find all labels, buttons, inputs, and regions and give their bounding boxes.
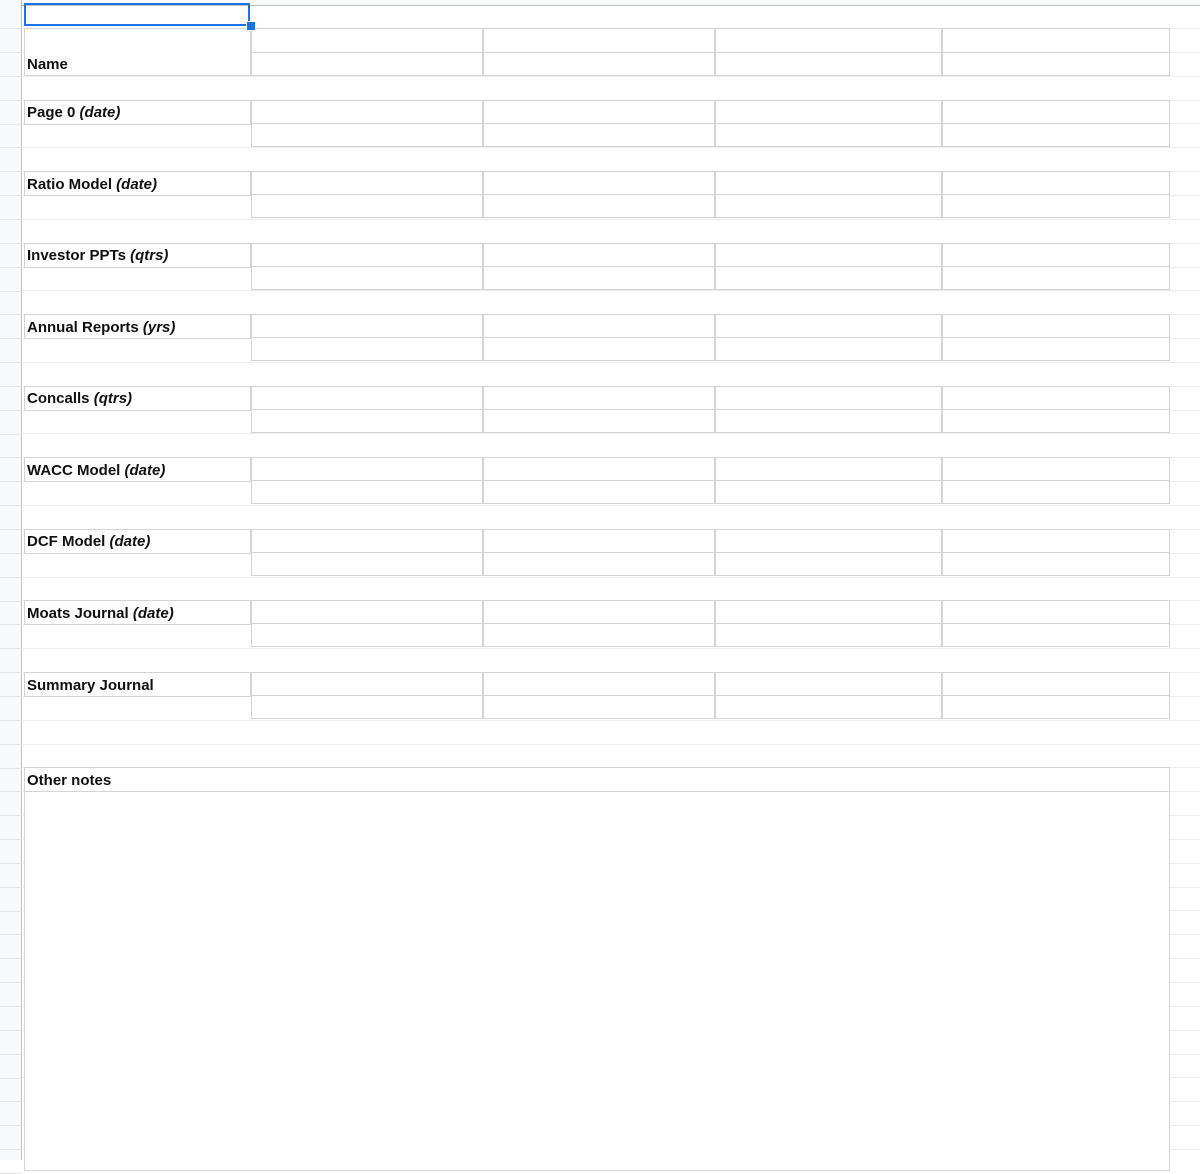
row-number[interactable] [0, 840, 22, 864]
row-number[interactable] [0, 339, 22, 363]
header-cell[interactable] [942, 28, 1170, 53]
row-number[interactable] [0, 888, 22, 912]
input-cell[interactable] [251, 171, 483, 195]
input-cell[interactable] [715, 600, 942, 624]
row-number[interactable] [0, 411, 22, 435]
input-cell[interactable] [483, 623, 715, 647]
row-number[interactable] [0, 816, 22, 840]
row-gridline [22, 505, 1200, 506]
input-cell[interactable] [251, 480, 483, 504]
input-cell[interactable] [483, 52, 715, 76]
input-cell[interactable] [715, 266, 942, 290]
input-cell[interactable] [715, 52, 942, 76]
row-number[interactable] [0, 745, 22, 769]
input-cell[interactable] [483, 480, 715, 504]
row-number[interactable] [0, 459, 22, 483]
input-cell[interactable] [483, 123, 715, 147]
input-cell[interactable] [942, 695, 1170, 719]
input-cell[interactable] [715, 243, 942, 267]
input-cell[interactable] [483, 171, 715, 195]
input-cell[interactable] [942, 552, 1170, 576]
row-number[interactable] [0, 721, 22, 745]
input-cell[interactable] [715, 457, 942, 481]
input-cell[interactable] [942, 672, 1170, 696]
input-cell[interactable] [715, 623, 942, 647]
row-gridline [22, 744, 1200, 745]
input-cell[interactable] [942, 337, 1170, 361]
input-cell[interactable] [942, 409, 1170, 433]
input-cell[interactable] [942, 457, 1170, 481]
input-cell[interactable] [483, 409, 715, 433]
row-label-summary-journal[interactable]: Summary Journal [27, 677, 154, 694]
row-gridline [22, 648, 1200, 649]
row-number[interactable] [0, 292, 22, 316]
input-cell[interactable] [715, 386, 942, 410]
row-label-annual-reports[interactable]: Annual Reports (yrs) [27, 319, 176, 336]
row-number[interactable] [0, 1079, 22, 1103]
notes-header-cell[interactable] [24, 767, 1170, 792]
input-cell[interactable] [251, 695, 483, 719]
row-number[interactable] [0, 864, 22, 888]
input-cell[interactable] [483, 194, 715, 218]
row-number[interactable] [0, 983, 22, 1007]
row-number[interactable] [0, 649, 22, 673]
row-number[interactable] [0, 1055, 22, 1079]
row-label-dcf-model[interactable]: DCF Model (date) [27, 533, 151, 550]
row-number-cell[interactable] [0, 53, 22, 77]
row-label-wacc-model[interactable]: WACC Model (date) [27, 462, 166, 479]
input-cell[interactable] [715, 672, 942, 696]
input-cell[interactable] [251, 266, 483, 290]
row-number-cell[interactable] [0, 101, 22, 125]
row-number[interactable] [0, 1126, 22, 1150]
input-cell[interactable] [483, 100, 715, 124]
input-cell[interactable] [715, 171, 942, 195]
input-cell[interactable] [251, 529, 483, 553]
input-cell[interactable] [715, 123, 942, 147]
row-number[interactable] [0, 625, 22, 649]
row-number[interactable] [0, 1031, 22, 1055]
row-number[interactable] [0, 554, 22, 578]
row-number[interactable] [0, 268, 22, 292]
fill-handle[interactable] [246, 21, 256, 31]
row-label-ratio-model[interactable]: Ratio Model (date) [27, 176, 158, 193]
input-cell[interactable] [483, 386, 715, 410]
input-cell[interactable] [251, 337, 483, 361]
input-cell[interactable] [251, 52, 483, 76]
row-number-cell[interactable] [0, 125, 22, 149]
row-number[interactable] [0, 792, 22, 816]
row-number[interactable] [0, 912, 22, 936]
row-label-investor-ppts[interactable]: Investor PPTs (qtrs) [27, 247, 169, 264]
input-cell[interactable] [251, 457, 483, 481]
input-cell[interactable] [251, 314, 483, 338]
row-gridline [22, 147, 1200, 148]
row-gridline [22, 433, 1200, 434]
input-cell[interactable] [942, 243, 1170, 267]
row-number[interactable] [0, 602, 22, 626]
input-cell[interactable] [715, 100, 942, 124]
row-number-cell[interactable] [0, 172, 22, 196]
input-cell[interactable] [251, 386, 483, 410]
input-cell[interactable] [251, 672, 483, 696]
row-number[interactable] [0, 769, 22, 793]
input-cell[interactable] [251, 623, 483, 647]
input-cell[interactable] [251, 123, 483, 147]
row-gridline [22, 720, 1200, 721]
input-cell[interactable] [942, 314, 1170, 338]
input-cell[interactable] [715, 337, 942, 361]
input-cell[interactable] [942, 480, 1170, 504]
input-cell[interactable] [483, 552, 715, 576]
row-label-concalls[interactable]: Concalls (qtrs) [27, 390, 133, 407]
input-cell[interactable] [715, 695, 942, 719]
input-cell[interactable] [715, 480, 942, 504]
input-cell[interactable] [942, 52, 1170, 76]
row-number[interactable] [0, 387, 22, 411]
row-number[interactable] [0, 959, 22, 983]
input-cell[interactable] [942, 266, 1170, 290]
row-number[interactable] [0, 1102, 22, 1126]
notes-area[interactable] [24, 791, 1170, 1171]
input-cell[interactable] [715, 529, 942, 553]
input-cell[interactable] [483, 529, 715, 553]
input-cell[interactable] [483, 695, 715, 719]
row-number[interactable] [0, 1007, 22, 1031]
row-number[interactable] [0, 435, 22, 459]
row-label-other-notes[interactable]: Other notes [27, 772, 112, 789]
input-cell[interactable] [942, 529, 1170, 553]
input-cell[interactable] [942, 194, 1170, 218]
header-cell[interactable] [251, 28, 483, 53]
row-number-cell[interactable] [0, 29, 22, 53]
row-gridline [22, 577, 1200, 578]
input-cell[interactable] [942, 100, 1170, 124]
input-cell[interactable] [715, 409, 942, 433]
input-cell[interactable] [942, 171, 1170, 195]
input-cell[interactable] [942, 386, 1170, 410]
row-number[interactable] [0, 530, 22, 554]
input-cell[interactable] [251, 409, 483, 433]
row-number[interactable] [0, 363, 22, 387]
row-label-moats-journal[interactable]: Moats Journal (date) [27, 605, 174, 622]
row-number-cell[interactable] [0, 77, 22, 101]
row-gridline [22, 362, 1200, 363]
input-cell[interactable] [483, 266, 715, 290]
active-cell-selection[interactable] [24, 3, 250, 26]
row-number[interactable] [0, 506, 22, 530]
row-number[interactable] [0, 578, 22, 602]
input-cell[interactable] [251, 243, 483, 267]
header-cell[interactable] [715, 28, 942, 53]
row-number-cell[interactable] [0, 148, 22, 172]
input-cell[interactable] [251, 552, 483, 576]
input-cell[interactable] [942, 623, 1170, 647]
input-cell[interactable] [715, 194, 942, 218]
row-gridline [22, 219, 1200, 220]
row-number-gutter[interactable] [0, 0, 22, 1160]
input-cell[interactable] [942, 600, 1170, 624]
input-cell[interactable] [483, 337, 715, 361]
row-number[interactable] [0, 673, 22, 697]
header-cell[interactable] [483, 28, 715, 53]
row-label-page0[interactable]: Page 0 (date) [27, 104, 121, 121]
input-cell[interactable] [483, 672, 715, 696]
row-gridline [22, 290, 1200, 291]
input-cell[interactable] [715, 314, 942, 338]
row-number[interactable] [0, 244, 22, 268]
row-number-cell[interactable] [0, 196, 22, 220]
input-cell[interactable] [483, 314, 715, 338]
row-number[interactable] [0, 936, 22, 960]
input-cell[interactable] [483, 243, 715, 267]
input-cell[interactable] [715, 552, 942, 576]
row-number-cell[interactable] [0, 5, 22, 29]
input-cell[interactable] [251, 100, 483, 124]
row-number[interactable] [0, 697, 22, 721]
row-number[interactable] [0, 482, 22, 506]
input-cell[interactable] [942, 123, 1170, 147]
input-cell[interactable] [483, 457, 715, 481]
row-number[interactable] [0, 1150, 22, 1174]
row-number[interactable] [0, 315, 22, 339]
row-label-name[interactable]: Name [27, 56, 68, 73]
input-cell[interactable] [251, 194, 483, 218]
input-cell[interactable] [483, 600, 715, 624]
input-cell[interactable] [251, 600, 483, 624]
row-number[interactable] [0, 220, 22, 244]
